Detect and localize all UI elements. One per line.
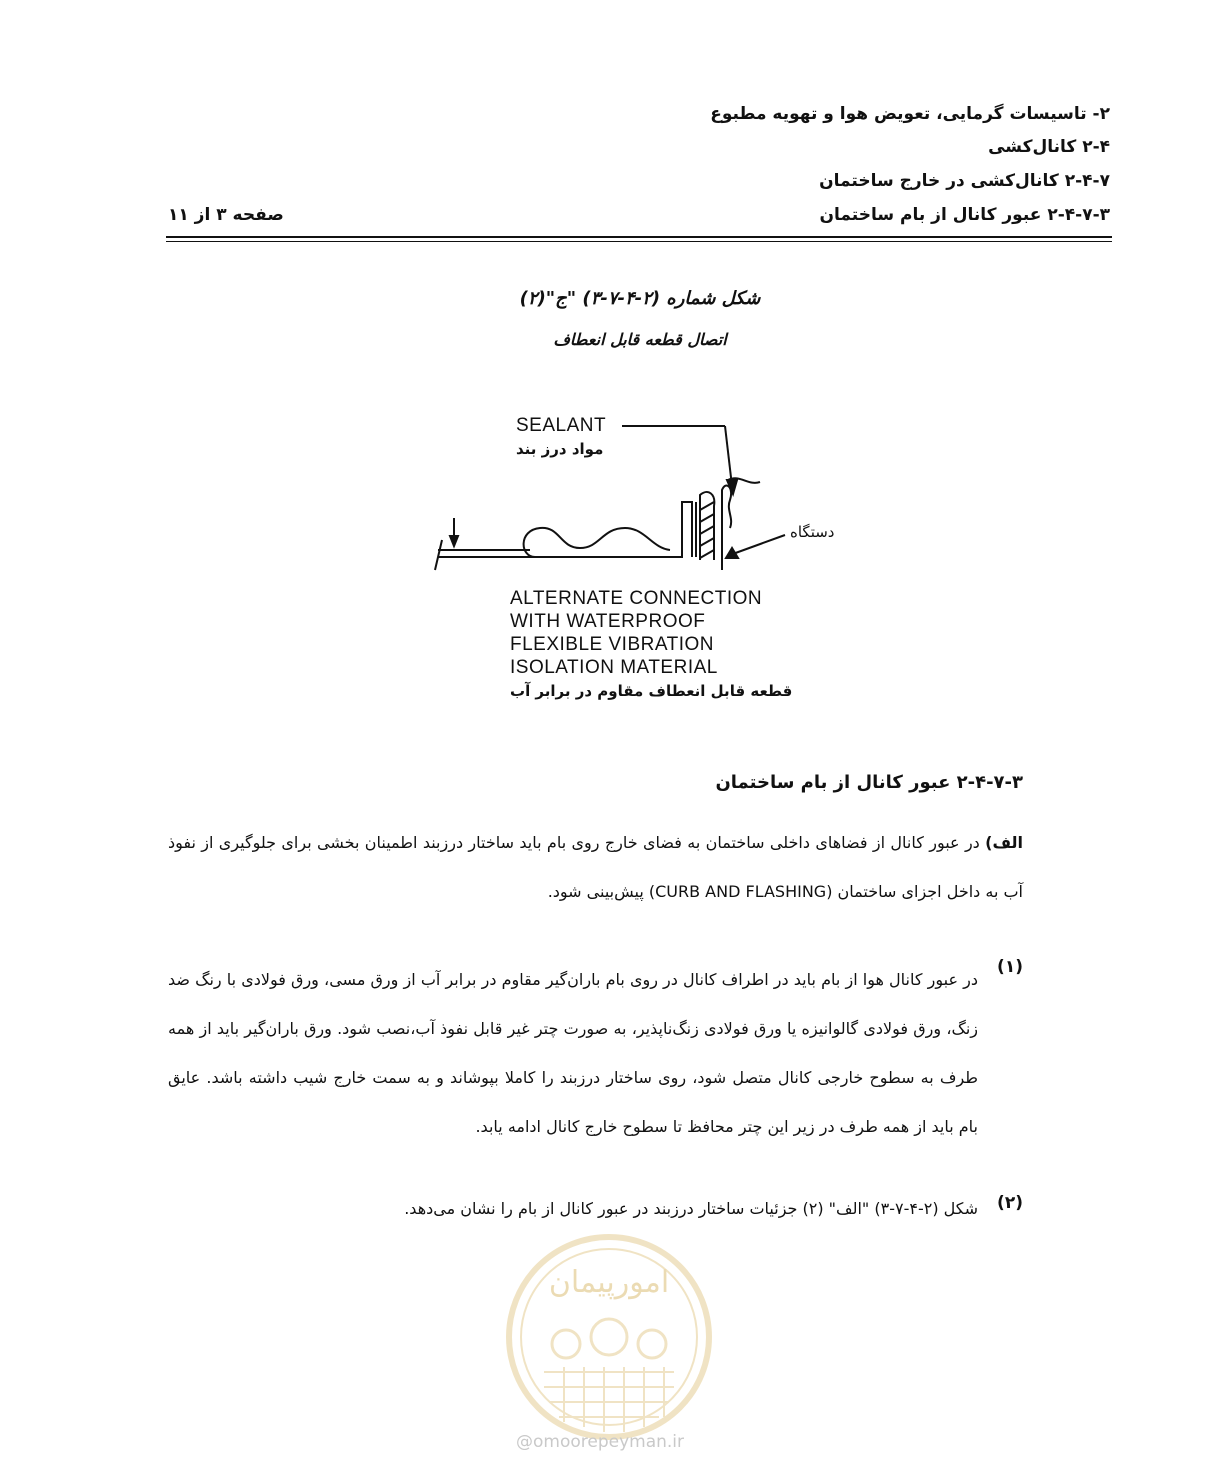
device-label: دستگاه (790, 523, 835, 541)
paragraph-a-text: در عبور کانال از فضاهای داخلی ساختمان به فضای خارج روی بام باید ساختار درزبند اطمینان بخشی برای جلوگیری از نفوذ آب به داخل اجزای ساختمان (CURB AND FLASHING) پیش‌بینی شود. (168, 833, 1023, 901)
figure-subtitle: اتصال قطعه قابل انعطاف (553, 330, 727, 349)
section-heading: ۲-۴-۷-۳ عبور کانال از بام ساختمان (715, 772, 1023, 793)
watermark-logo (504, 1232, 714, 1442)
item-2-text: شکل (۲-۴-۷-۳) "الف" (۲) جزئیات ساختار درزبند در عبور کانال از بام را نشان می‌دهد. (404, 1199, 978, 1218)
watermark-url: @omoorepeyman.ir (516, 1432, 685, 1452)
page-number: صفحه ۳ از ۱۱ (168, 205, 284, 225)
item-2-number: (۲) (997, 1193, 1023, 1213)
header-line-4: ۲-۴-۷-۳ عبور کانال از بام ساختمان (819, 205, 1110, 225)
paragraph-a-label: الف) (985, 833, 1023, 852)
caption-en-line-2: WITH WATERPROOF (510, 611, 706, 632)
caption-en-line-1: ALTERNATE CONNECTION (510, 588, 763, 609)
item-1-number: (۱) (997, 957, 1023, 977)
paragraph-a (168, 818, 1023, 916)
header-rule (166, 236, 1112, 238)
caption-en-line-4: ISOLATION MATERIAL (510, 657, 718, 678)
header-line-2: ۲-۴ کانال‌کشی (988, 137, 1110, 157)
flexible-connection-figure (430, 410, 850, 710)
header-rule-thin (166, 241, 1112, 242)
figure-title: شکل شماره (۲-۴-۷-۳) "ج"(۲) (519, 288, 761, 309)
item-1-text: در عبور کانال هوا از بام باید در اطراف کانال در روی بام باران‌گیر مقاوم در برابر آب از ورق مسی، ورق فولادی با رنگ ضد زنگ، ورق فولادی گالوانیزه یا ورق فولادی زنگ‌ناپذیر، به صورت چتر غیر قابل نفوذ آب،نصب شود. ورق باران‌گیر باید از همه طرف به سطوح خارجی کانال متصل شود، روی ساختار درزبند را کاملا بپوشاند و به سمت خارج شیب داشته باشد. عایق بام باید از همه طرف در زیر این چتر محافظ تا سطوح خارج کانال ادامه یابد. (168, 970, 978, 1136)
header-line-3: ۲-۴-۷ کانال‌کشی در خارج ساختمان (819, 171, 1110, 191)
sealant-label-fa: مواد درز بند (516, 440, 604, 458)
watermark-brand: امورپیمان (548, 1265, 670, 1300)
caption-fa: قطعه قابل انعطاف مقاوم در برابر آب (510, 682, 793, 700)
caption-en-line-3: FLEXIBLE VIBRATION (510, 634, 714, 655)
sealant-label: SEALANT (516, 415, 607, 436)
header-line-1: ۲- تاسیسات گرمایی، تعویض هوا و تهویه مطبوع (710, 104, 1110, 124)
